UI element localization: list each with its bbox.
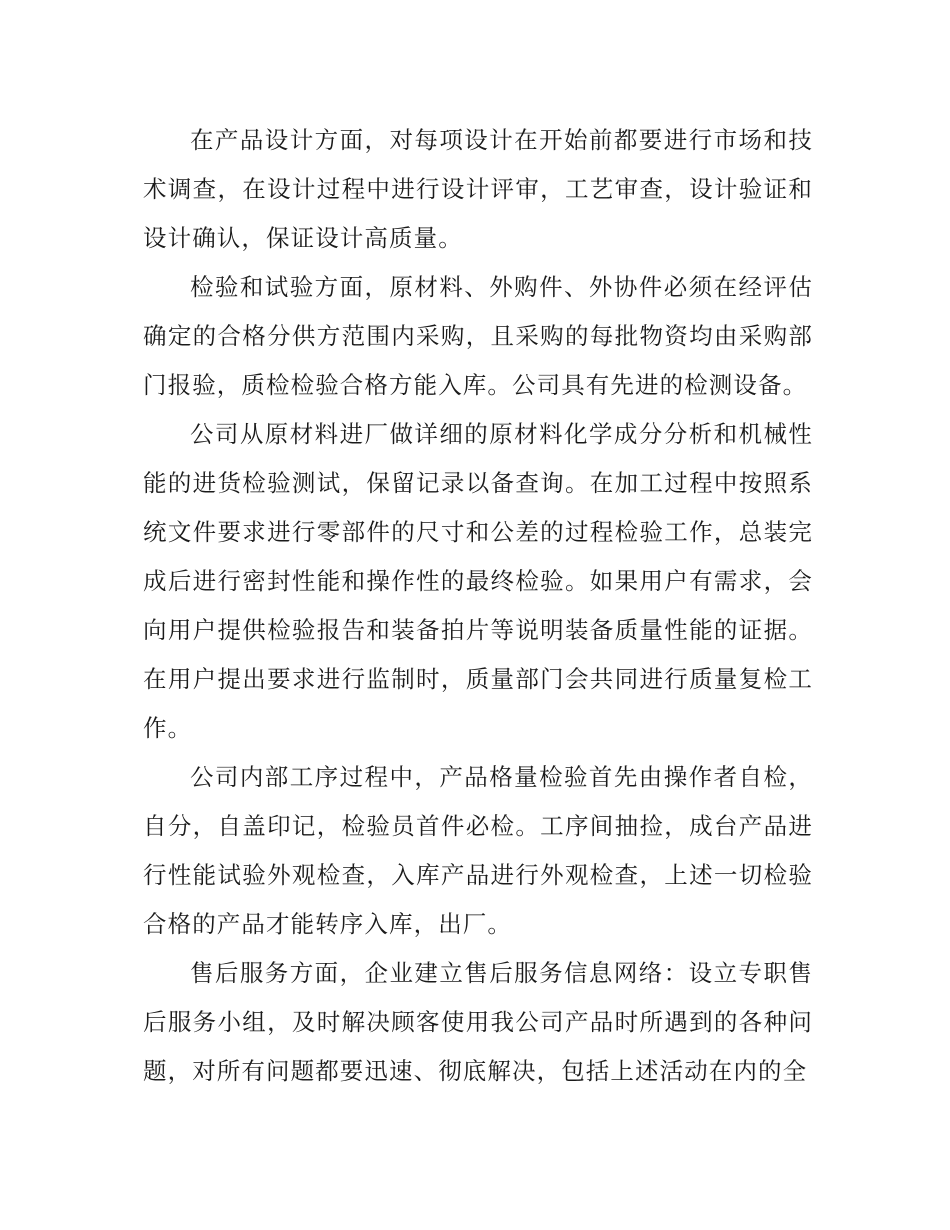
paragraph-after-sales-service: 售后服务方面，企业建立售后服务信息网络：设立专职售后服务小组，及时解决顾客使用我公司产品时所遇到的各种问题，对所有问题都要迅速、彻底解决，包括上述活动在内的全: [143, 959, 813, 1085]
document-body: [143, 116, 813, 1096]
paragraph-product-design: 在产品设计方面，对每项设计在开始前都要进行市场和技术调查，在设计过程中进行设计评审，工艺审查，设计验证和设计确认，保证设计高质量。: [143, 126, 813, 252]
paragraph-process-inspection: 公司内部工序过程中，产品格量检验首先由操作者自检，自分，自盖印记，检验员首件必检。工序间抽捡，成台产品进行性能试验外观检查，入库产品进行外观检查，上述一切检验合格的产品才能转序入库，出厂。: [143, 763, 813, 938]
paragraph-material-inspection: 公司从原材料进厂做详细的原材料化学成分分析和机械性能的进货检验测试，保留记录以备查询。在加工过程中按照系统文件要求进行零部件的尺寸和公差的过程检验工作，总装完成后进行密封性能和操作性的最终检验。如果用户有需求，会向用户提供检验报告和装备拍片等说明装备质量性能的证据。在用户提出要求进行监制时，质量部门会共同进行质量复检工作。: [143, 420, 813, 742]
paragraph-inspection-testing: 检验和试验方面，原材料、外购件、外协件必须在经评估确定的合格分供方范围内采购，且采购的每批物资均由采购部门报验，质检检验合格方能入库。公司具有先进的检测设备。: [143, 273, 813, 399]
